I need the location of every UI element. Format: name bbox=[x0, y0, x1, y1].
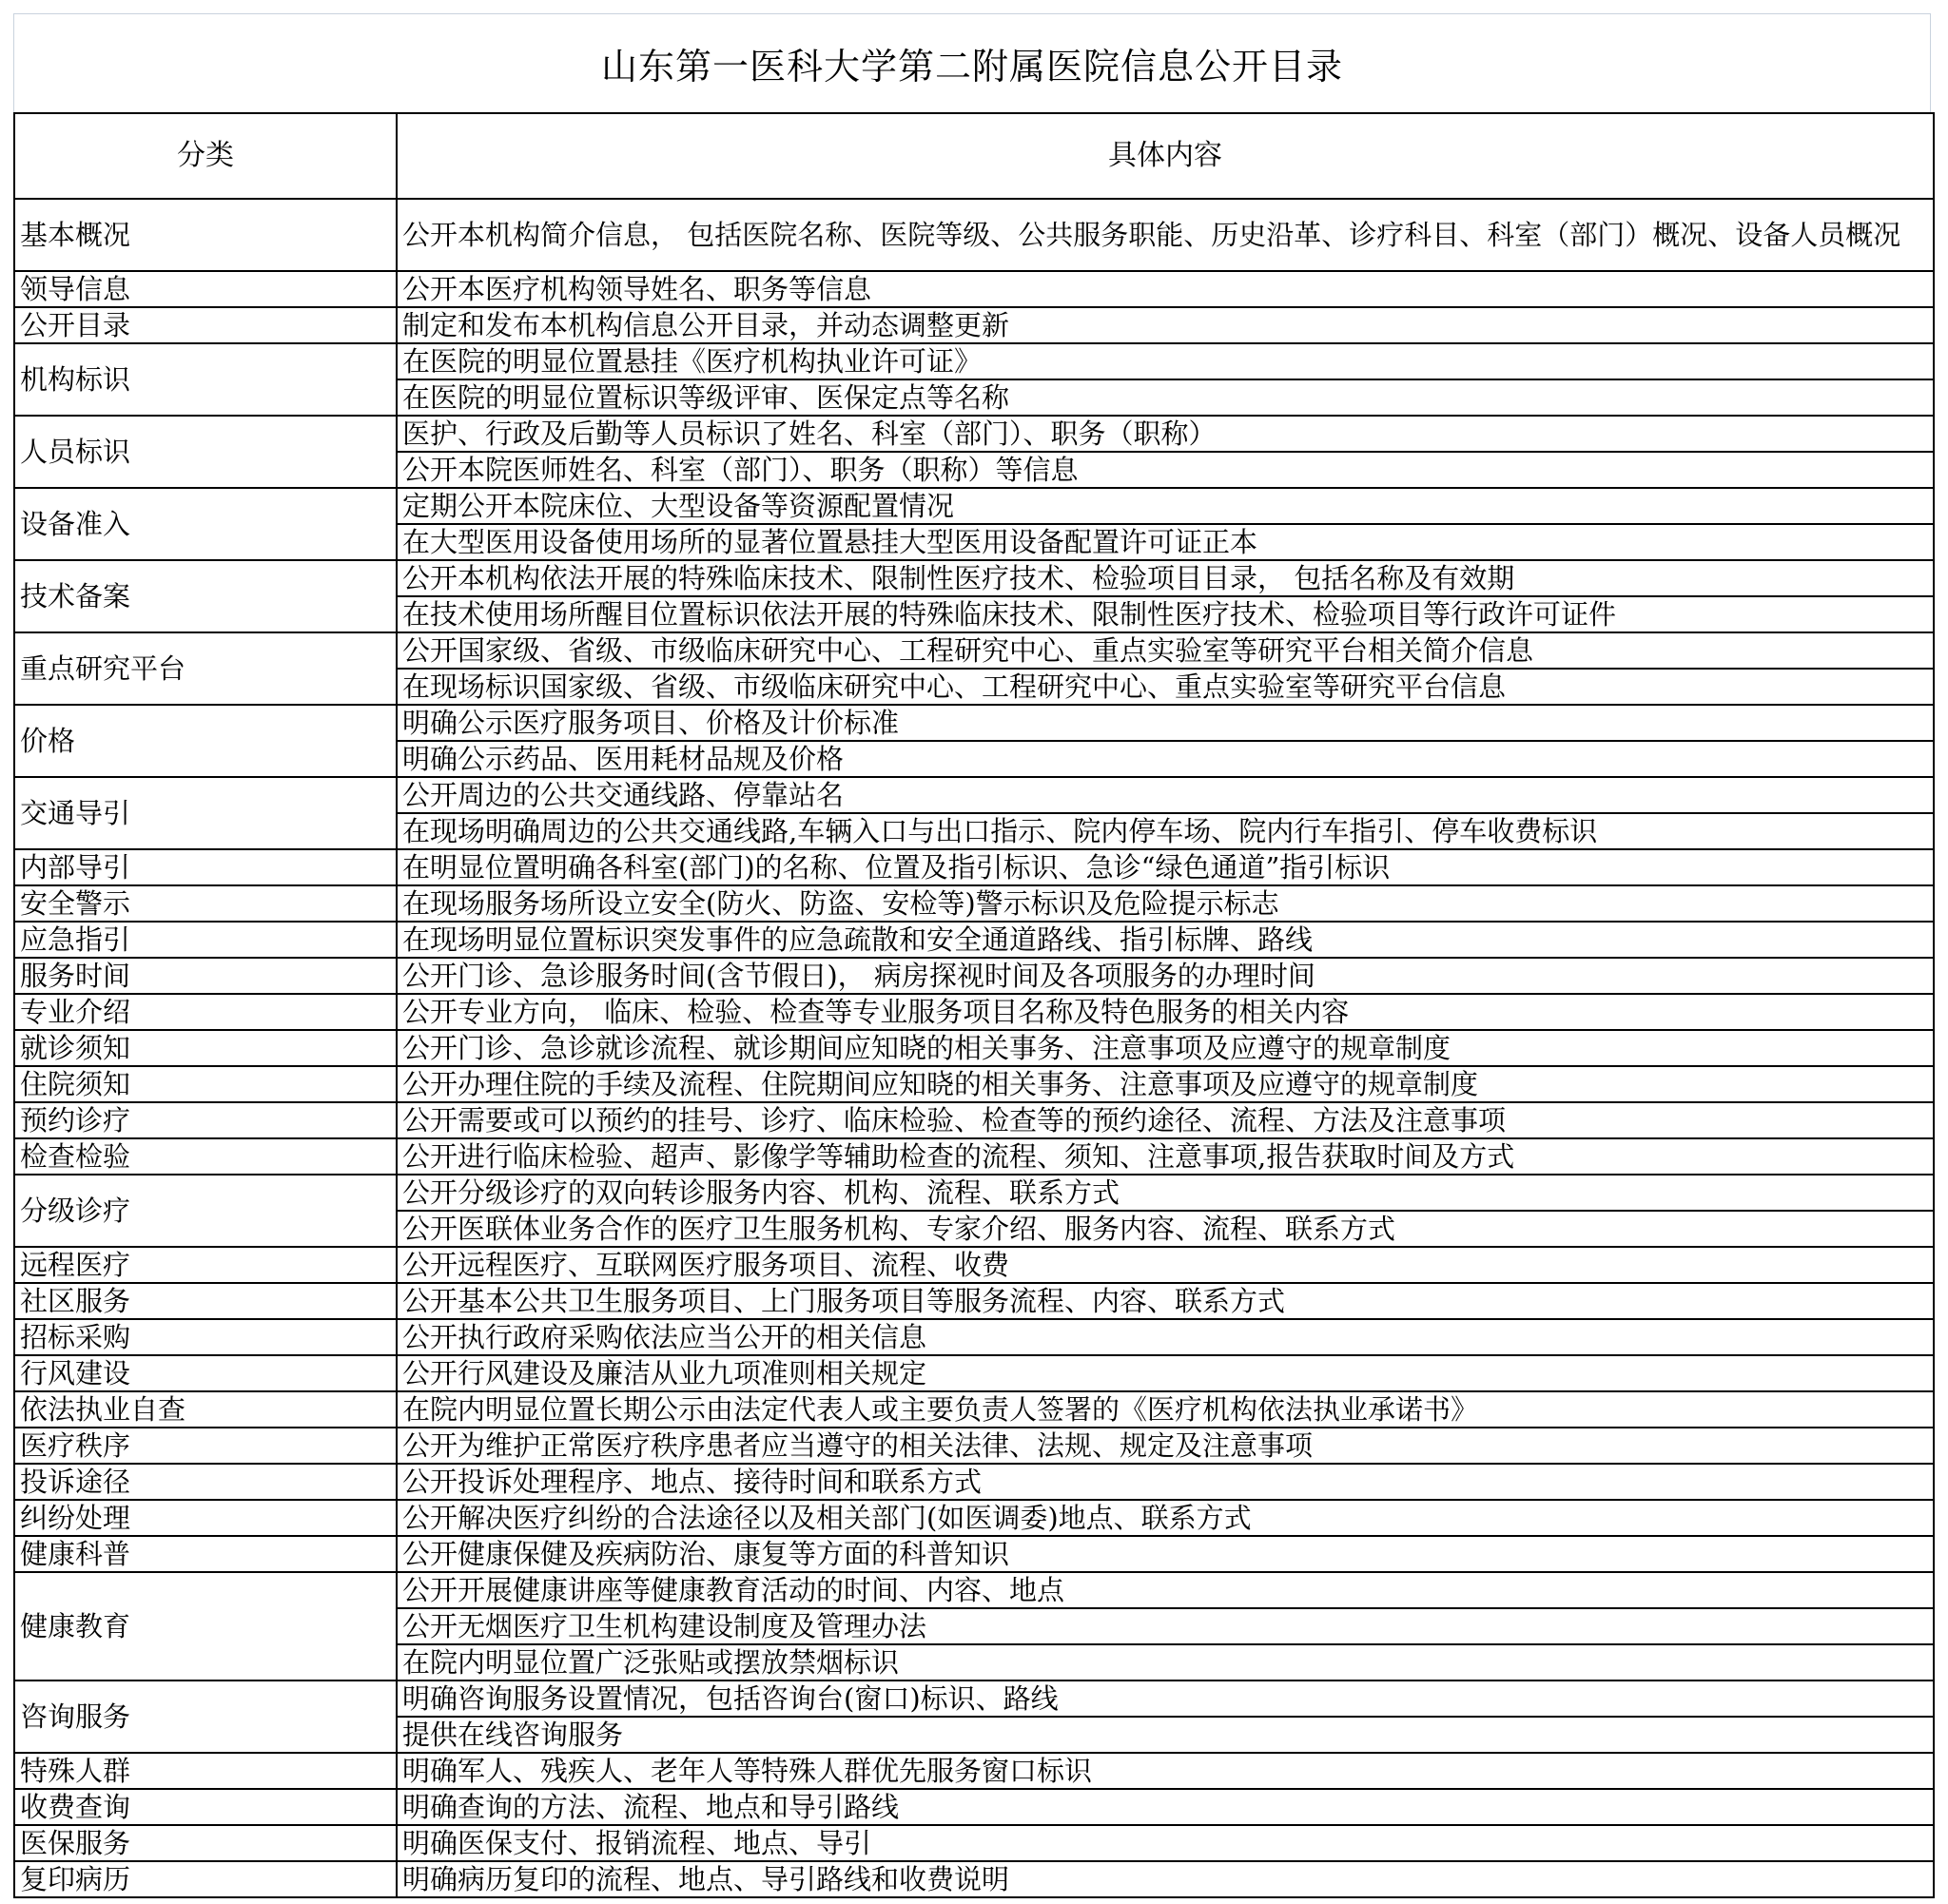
content-cell: 明确军人、残疾人、老年人等特殊人群优先服务窗口标识 bbox=[397, 1753, 1934, 1789]
content-cell: 制定和发布本机构信息公开目录，并动态调整更新 bbox=[397, 307, 1934, 343]
table-row bbox=[14, 1681, 1934, 1717]
content-cell: 在医院的明显位置悬挂《医疗机构执业许可证》 bbox=[397, 343, 1934, 379]
content-cell: 公开本院医师姓名、科室（部门）、职务（职称）等信息 bbox=[397, 452, 1934, 488]
category-cell: 基本概况 bbox=[14, 199, 397, 271]
content-cell: 公开行风建设及廉洁从业九项准则相关规定 bbox=[397, 1355, 1934, 1391]
header-content: 具体内容 bbox=[397, 113, 1934, 199]
table-row bbox=[14, 994, 1934, 1030]
table-row bbox=[14, 1283, 1934, 1319]
content-cell: 公开健康保健及疾病防治、康复等方面的科普知识 bbox=[397, 1536, 1934, 1572]
content-cell: 在院内明显位置长期公示由法定代表人或主要负责人签署的《医疗机构依法执业承诺书》 bbox=[397, 1391, 1934, 1428]
category-cell: 公开目录 bbox=[14, 307, 397, 343]
content-cell: 公开分级诊疗的双向转诊服务内容、机构、流程、联系方式 bbox=[397, 1175, 1934, 1211]
table-row bbox=[14, 271, 1934, 307]
table-row bbox=[14, 705, 1934, 741]
category-cell: 技术备案 bbox=[14, 560, 397, 632]
content-cell: 公开开展健康讲座等健康教育活动的时间、内容、地点 bbox=[397, 1572, 1934, 1608]
category-cell: 投诉途径 bbox=[14, 1464, 397, 1500]
category-cell: 安全警示 bbox=[14, 885, 397, 922]
content-cell: 公开本机构简介信息， 包括医院名称、医院等级、公共服务职能、历史沿革、诊疗科目、科室（部门）概况、设备人员概况 bbox=[397, 199, 1934, 271]
category-cell: 医疗秩序 bbox=[14, 1428, 397, 1464]
category-cell: 分级诊疗 bbox=[14, 1175, 397, 1247]
category-cell: 依法执业自查 bbox=[14, 1391, 397, 1428]
content-cell: 公开进行临床检验、超声、影像学等辅助检查的流程、须知、注意事项,报告获取时间及方式 bbox=[397, 1138, 1934, 1175]
content-cell: 在现场服务场所设立安全(防火、防盗、安检等)警示标识及危险提示标志 bbox=[397, 885, 1934, 922]
category-cell: 人员标识 bbox=[14, 416, 397, 488]
content-cell: 明确医保支付、报销流程、地点、导引 bbox=[397, 1825, 1934, 1861]
table-row bbox=[14, 1572, 1934, 1608]
category-cell: 特殊人群 bbox=[14, 1753, 397, 1789]
content-cell: 公开执行政府采购依法应当公开的相关信息 bbox=[397, 1319, 1934, 1355]
category-cell: 健康科普 bbox=[14, 1536, 397, 1572]
document-frame bbox=[13, 13, 1933, 1895]
table-row bbox=[14, 1319, 1934, 1355]
category-cell: 健康教育 bbox=[14, 1572, 397, 1681]
table-row bbox=[14, 1066, 1934, 1102]
category-cell: 社区服务 bbox=[14, 1283, 397, 1319]
content-cell: 定期公开本院床位、大型设备等资源配置情况 bbox=[397, 488, 1934, 524]
table-body bbox=[14, 199, 1934, 1897]
content-cell: 医护、行政及后勤等人员标识了姓名、科室（部门）、职务（职称） bbox=[397, 416, 1934, 452]
table-row bbox=[14, 777, 1934, 813]
table-row bbox=[14, 560, 1934, 596]
table-row bbox=[14, 199, 1934, 271]
content-cell: 公开为维护正常医疗秩序患者应当遵守的相关法律、法规、规定及注意事项 bbox=[397, 1428, 1934, 1464]
catalog-table bbox=[13, 112, 1935, 1898]
table-row bbox=[14, 1500, 1934, 1536]
table-row bbox=[14, 1175, 1934, 1211]
table-row bbox=[14, 885, 1934, 922]
content-cell: 明确公示药品、医用耗材品规及价格 bbox=[397, 741, 1934, 777]
category-cell: 设备准入 bbox=[14, 488, 397, 560]
category-cell: 检查检验 bbox=[14, 1138, 397, 1175]
table-row bbox=[14, 849, 1934, 885]
content-cell: 在现场明显位置标识突发事件的应急疏散和安全通道路线、指引标牌、路线 bbox=[397, 922, 1934, 958]
table-row bbox=[14, 1138, 1934, 1175]
table-row bbox=[14, 1247, 1934, 1283]
table-row bbox=[14, 1789, 1934, 1825]
content-cell: 公开本机构依法开展的特殊临床技术、限制性医疗技术、检验项目目录， 包括名称及有效期 bbox=[397, 560, 1934, 596]
category-cell: 领导信息 bbox=[14, 271, 397, 307]
category-cell: 重点研究平台 bbox=[14, 632, 397, 705]
header-category: 分类 bbox=[14, 113, 397, 199]
table-row bbox=[14, 1825, 1934, 1861]
content-cell: 公开医联体业务合作的医疗卫生服务机构、专家介绍、服务内容、流程、联系方式 bbox=[397, 1211, 1934, 1247]
table-row bbox=[14, 958, 1934, 994]
content-cell: 在现场明确周边的公共交通线路,车辆入口与出口指示、院内停车场、院内行车指引、停车收费标识 bbox=[397, 813, 1934, 849]
table-row bbox=[14, 1861, 1934, 1897]
table-row bbox=[14, 1355, 1934, 1391]
table-row bbox=[14, 343, 1934, 379]
table-row bbox=[14, 632, 1934, 669]
table-row bbox=[14, 1428, 1934, 1464]
table-row bbox=[14, 307, 1934, 343]
content-cell: 在院内明显位置广泛张贴或摆放禁烟标识 bbox=[397, 1644, 1934, 1681]
content-cell: 在现场标识国家级、省级、市级临床研究中心、工程研究中心、重点实验室等研究平台信息 bbox=[397, 669, 1934, 705]
content-cell: 公开周边的公共交通线路、停靠站名 bbox=[397, 777, 1934, 813]
content-cell: 明确病历复印的流程、地点、导引路线和收费说明 bbox=[397, 1861, 1934, 1897]
category-cell: 价格 bbox=[14, 705, 397, 777]
table-header-row bbox=[14, 113, 1934, 199]
table-row bbox=[14, 1391, 1934, 1428]
content-cell: 公开需要或可以预约的挂号、诊疗、临床检验、检查等的预约途径、流程、方法及注意事项 bbox=[397, 1102, 1934, 1138]
page-title: 山东第一医科大学第二附属医院信息公开目录 bbox=[13, 13, 1931, 112]
content-cell: 公开投诉处理程序、地点、接待时间和联系方式 bbox=[397, 1464, 1934, 1500]
content-cell: 公开专业方向， 临床、检验、检查等专业服务项目名称及特色服务的相关内容 bbox=[397, 994, 1934, 1030]
category-cell: 招标采购 bbox=[14, 1319, 397, 1355]
category-cell: 收费查询 bbox=[14, 1789, 397, 1825]
category-cell: 住院须知 bbox=[14, 1066, 397, 1102]
content-cell: 公开办理住院的手续及流程、住院期间应知晓的相关事务、注意事项及应遵守的规章制度 bbox=[397, 1066, 1934, 1102]
table-row bbox=[14, 922, 1934, 958]
table-row bbox=[14, 1464, 1934, 1500]
category-cell: 专业介绍 bbox=[14, 994, 397, 1030]
table-row bbox=[14, 488, 1934, 524]
content-cell: 明确咨询服务设置情况，包括咨询台(窗口)标识、路线 bbox=[397, 1681, 1934, 1717]
table-row bbox=[14, 416, 1934, 452]
category-cell: 远程医疗 bbox=[14, 1247, 397, 1283]
content-cell: 在大型医用设备使用场所的显著位置悬挂大型医用设备配置许可证正本 bbox=[397, 524, 1934, 560]
content-cell: 公开基本公共卫生服务项目、上门服务项目等服务流程、内容、联系方式 bbox=[397, 1283, 1934, 1319]
content-cell: 公开国家级、省级、市级临床研究中心、工程研究中心、重点实验室等研究平台相关简介信息 bbox=[397, 632, 1934, 669]
content-cell: 公开远程医疗、互联网医疗服务项目、流程、收费 bbox=[397, 1247, 1934, 1283]
category-cell: 交通导引 bbox=[14, 777, 397, 849]
content-cell: 在医院的明显位置标识等级评审、医保定点等名称 bbox=[397, 379, 1934, 416]
category-cell: 服务时间 bbox=[14, 958, 397, 994]
content-cell: 公开无烟医疗卫生机构建设制度及管理办法 bbox=[397, 1608, 1934, 1644]
content-cell: 公开门诊、急诊服务时间(含节假日)， 病房探视时间及各项服务的办理时间 bbox=[397, 958, 1934, 994]
content-cell: 在技术使用场所醒目位置标识依法开展的特殊临床技术、限制性医疗技术、检验项目等行政许可证件 bbox=[397, 596, 1934, 632]
content-cell: 明确公示医疗服务项目、价格及计价标准 bbox=[397, 705, 1934, 741]
content-cell: 在明显位置明确各科室(部门)的名称、位置及指引标识、急诊“绿色通道”指引标识 bbox=[397, 849, 1934, 885]
category-cell: 复印病历 bbox=[14, 1861, 397, 1897]
category-cell: 机构标识 bbox=[14, 343, 397, 416]
table-row bbox=[14, 1536, 1934, 1572]
table-row bbox=[14, 1030, 1934, 1066]
table-row bbox=[14, 1753, 1934, 1789]
table-row bbox=[14, 1102, 1934, 1138]
content-cell: 公开解决医疗纠纷的合法途径以及相关部门(如医调委)地点、联系方式 bbox=[397, 1500, 1934, 1536]
content-cell: 明确查询的方法、流程、地点和导引路线 bbox=[397, 1789, 1934, 1825]
category-cell: 应急指引 bbox=[14, 922, 397, 958]
content-cell: 公开本医疗机构领导姓名、职务等信息 bbox=[397, 271, 1934, 307]
category-cell: 预约诊疗 bbox=[14, 1102, 397, 1138]
category-cell: 纠纷处理 bbox=[14, 1500, 397, 1536]
category-cell: 医保服务 bbox=[14, 1825, 397, 1861]
content-cell: 公开门诊、急诊就诊流程、就诊期间应知晓的相关事务、注意事项及应遵守的规章制度 bbox=[397, 1030, 1934, 1066]
category-cell: 内部导引 bbox=[14, 849, 397, 885]
category-cell: 就诊须知 bbox=[14, 1030, 397, 1066]
content-cell: 提供在线咨询服务 bbox=[397, 1717, 1934, 1753]
category-cell: 咨询服务 bbox=[14, 1681, 397, 1753]
category-cell: 行风建设 bbox=[14, 1355, 397, 1391]
